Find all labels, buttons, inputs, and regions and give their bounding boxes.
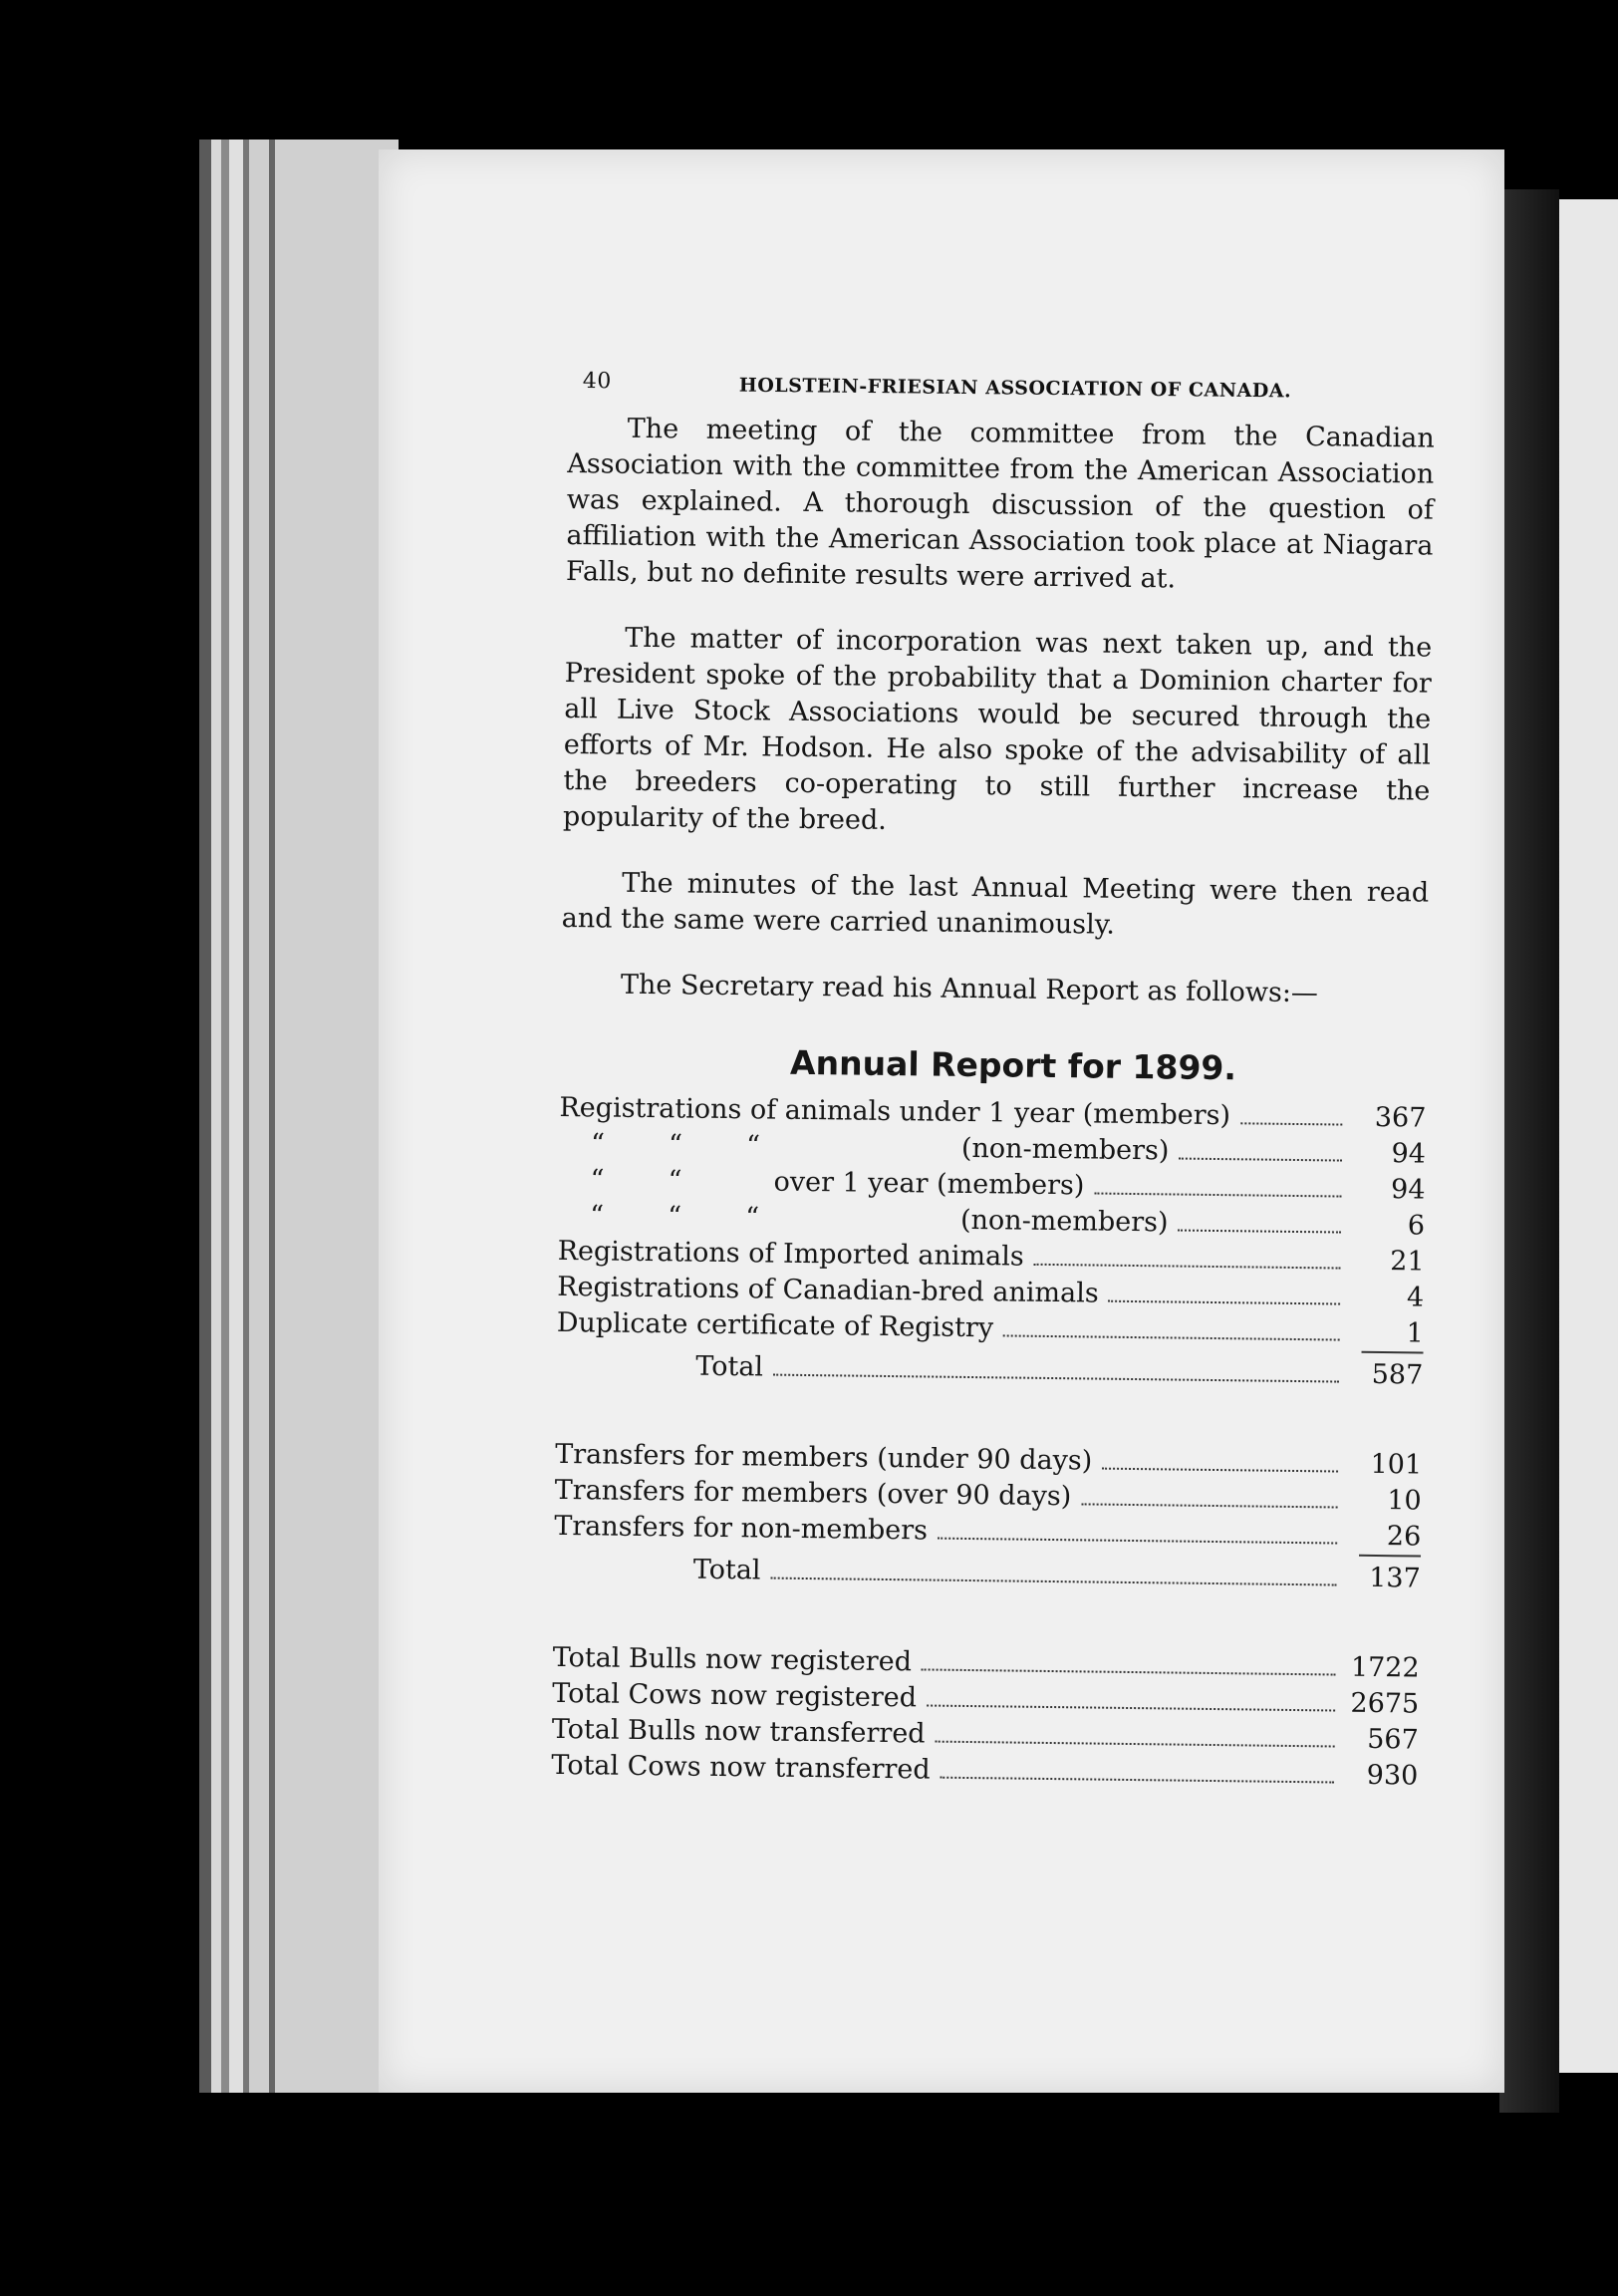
page-body [551,411,1435,1795]
leader-dots [927,1704,1335,1711]
row-value: 1722 [1350,1651,1420,1684]
ditto-mark: “ [668,1201,682,1233]
transfers-table [554,1437,1423,1601]
ditto-mark: “ [590,1164,605,1196]
leader-dots [1178,1230,1341,1234]
row-label: Total Bulls now transferred [551,1713,926,1750]
row-value: 94 [1391,1138,1427,1170]
leader-dots [1102,1468,1338,1473]
leader-dots [773,1374,1339,1383]
leader-dots [1240,1122,1342,1125]
row-value: 930 [1366,1759,1419,1792]
ditto-mark: “ [668,1165,682,1197]
ditto-mark: “ [745,1202,760,1234]
leader-dots [1109,1300,1341,1305]
leader-dots [1003,1334,1340,1340]
leader-dots [770,1578,1336,1586]
row-label: Transfers for members (over 90 days) [554,1474,1072,1513]
row-value: 10 [1387,1485,1422,1517]
book-page-edges [199,140,399,2093]
row-value: 94 [1390,1174,1426,1206]
leader-dots [922,1668,1336,1675]
total-value: 587 [1371,1358,1424,1391]
row-label: Transfers for non-members [554,1510,929,1547]
ditto-mark: “ [668,1129,683,1161]
totals-table [551,1640,1420,1795]
row-label: Duplicate certificate of Registry [556,1306,994,1344]
row-value: 2675 [1350,1687,1420,1720]
row-label: (non-members) [959,1204,1169,1239]
total-label: Total [692,1554,761,1586]
row-value: 101 [1370,1448,1423,1481]
row-label: Total Bulls now registered [552,1641,913,1678]
row-value: 26 [1386,1521,1422,1553]
row-label: over 1 year (members) [773,1166,1085,1202]
paragraph-secretary: The Secretary read his Annual Report as follows:— [620,969,1319,1009]
leader-dots [935,1741,1334,1748]
ditto-mark: “ [590,1200,605,1232]
facing-page-edge [1559,199,1618,2073]
running-title: HOLSTEIN-FRIESIAN ASSOCIATION OF CANADA. [738,374,1292,403]
row-value: 6 [1407,1210,1426,1242]
leader-dots [1034,1264,1341,1270]
ditto-mark: “ [745,1130,761,1162]
row-value: 4 [1406,1282,1425,1313]
registrations-table [556,1090,1427,1398]
paragraph-incorporation: The matter of incorporation was next taken up, and the President spoke of the probability that a Dominion charter for all Live Stock Associations would be secured through the efforts of Mr. Hodson. He also spoke of the advisability of all the breeders co-operating to still further increase the popularity of the breed. [562,622,1433,836]
total-label: Total [695,1350,764,1383]
book-gutter-shadow [1499,189,1559,2113]
row-label: Total Cows now transferred [551,1749,931,1786]
row-label: Registrations of animals under 1 year (members) [559,1091,1231,1132]
row-value: 367 [1374,1101,1427,1134]
leader-dots [941,1777,1335,1784]
ditto-mark: “ [590,1128,606,1160]
row-value: 1 [1406,1317,1424,1349]
paragraph-minutes: The minutes of the last Annual Meeting were then read and the same were carried unanimously. [561,867,1430,941]
row-label: Transfers for members (under 90 days) [555,1438,1093,1477]
leader-dots [938,1538,1337,1545]
leader-dots [1179,1158,1342,1162]
report-title: Annual Report for 1899. [789,1042,1237,1088]
leader-dots [1094,1193,1341,1198]
row-label: Registrations of Canadian-bred animals [557,1271,1099,1309]
row-label: (non-members) [960,1132,1170,1167]
row-label: Total Cows now registered [552,1677,918,1714]
paragraph-affiliation: The meeting of the committee from the Canadian Association with the committee from the American Association was explained. A thorough discussion of the question of affiliation with the American Association took place at Niagara Falls, but no definite results were arrived at. [565,413,1435,595]
leader-dots [1081,1503,1337,1508]
row-value: 567 [1367,1723,1419,1756]
row-label: Registrations of Imported animals [557,1235,1024,1273]
total-value: 137 [1369,1562,1421,1594]
row-value: 21 [1390,1246,1425,1278]
page-number: 40 [582,369,612,395]
